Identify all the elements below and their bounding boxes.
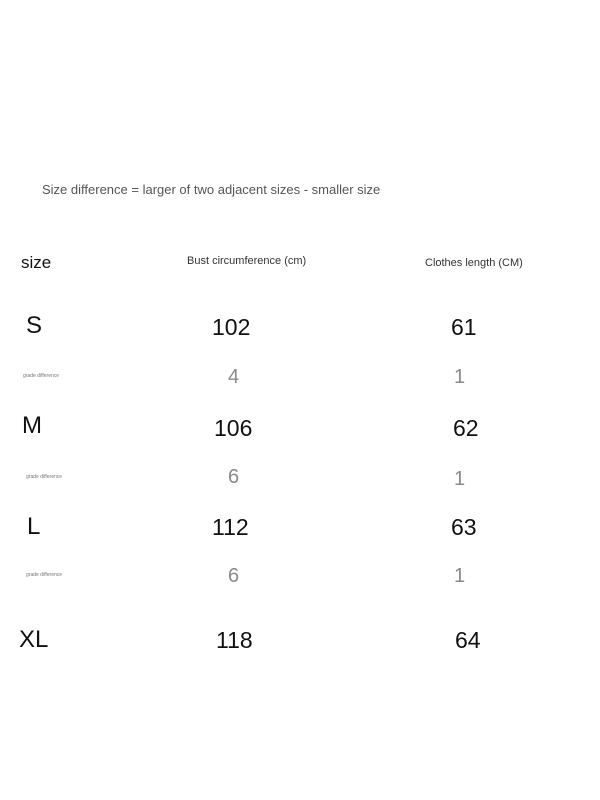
size-label-s: S: [26, 312, 43, 339]
header-length: Clothes length (CM): [425, 257, 523, 269]
size-label-xl: XL: [19, 626, 49, 653]
length-value-xl: 64: [455, 627, 481, 653]
grade-bust-value: 6: [228, 565, 240, 587]
grade-bust-value: 6: [228, 466, 240, 488]
bust-value-xl: 118: [216, 627, 253, 653]
grade-label: grade difference: [23, 373, 60, 379]
bust-value-s: 102: [212, 314, 251, 340]
length-value-s: 61: [451, 314, 477, 340]
grade-bust-value: 4: [228, 366, 240, 388]
grade-label: grade difference: [26, 572, 63, 578]
grade-length-value: 1: [454, 565, 466, 587]
length-value-m: 62: [453, 415, 479, 441]
size-label-m: M: [22, 412, 42, 439]
bust-value-m: 106: [214, 415, 253, 441]
size-label-l: L: [27, 513, 41, 540]
bust-value-l: 112: [212, 514, 249, 540]
header-bust: Bust circumference (cm): [187, 255, 307, 267]
grade-label: grade difference: [26, 474, 63, 480]
header-size: size: [21, 253, 52, 272]
grade-length-value: 1: [454, 366, 466, 388]
grade-length-value: 1: [454, 468, 466, 490]
size-difference-note: Size difference = larger of two adjacent sizes - smaller size: [42, 182, 381, 197]
length-value-l: 63: [451, 514, 477, 540]
